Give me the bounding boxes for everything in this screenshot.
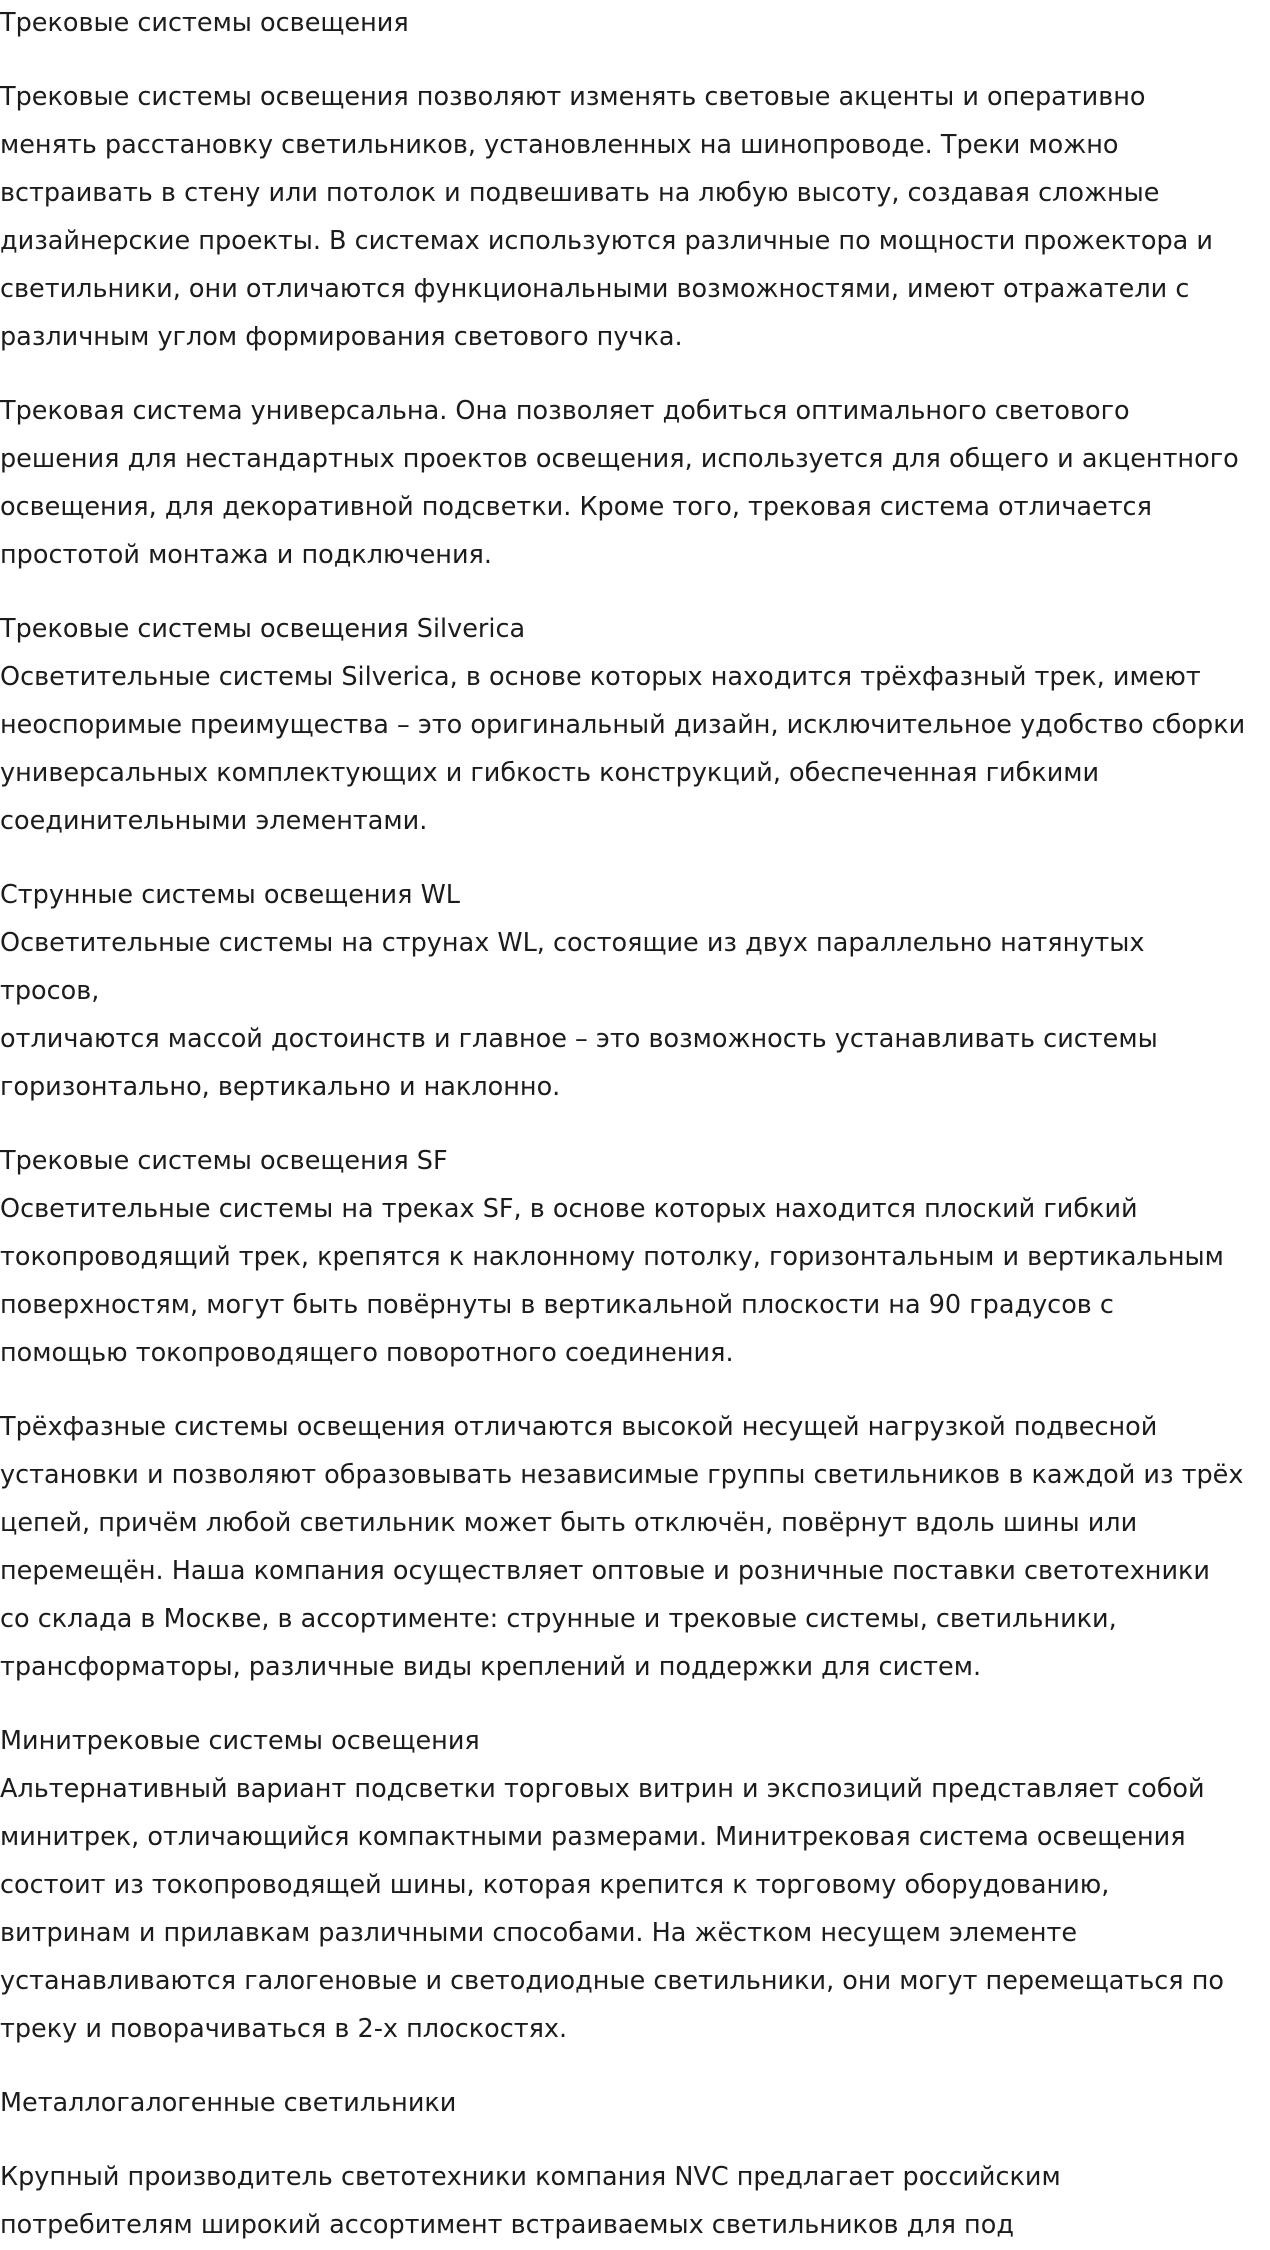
page-title xyxy=(0,0,1270,47)
section-heading: Трековые системы освещения SF xyxy=(0,1146,448,1176)
text-line: Осветительные системы на треках SF, в основе которых находится плоский гибкий xyxy=(0,1194,1138,1224)
paragraph-intro xyxy=(0,73,1270,361)
section-silverica xyxy=(0,605,1270,845)
text-line: минитрек, отличающийся компактными размерами. Минитрековая система освещения xyxy=(0,1822,1186,1852)
paragraph-universal xyxy=(0,387,1270,579)
text-line: неоспоримые преимущества – это оригинальный дизайн, исключительное удобство сборки xyxy=(0,710,1246,740)
text-line: состоит из токопроводящей шины, которая крепится к торговому оборудованию, xyxy=(0,1870,1110,1900)
text-line: менять расстановку светильников, установленных на шинопроводе. Треки можно xyxy=(0,130,1119,160)
section-heading: Струнные системы освещения WL xyxy=(0,880,460,910)
text-line: Осветительные системы на струнах WL, состоящие из двух параллельно натянутых xyxy=(0,928,1145,958)
text-line: Трековая система универсальна. Она позволяет добиться оптимального светового xyxy=(0,396,1130,426)
section-heading-metal-halide xyxy=(0,2079,1270,2127)
text-line: встраивать в стену или потолок и подвешивать на любую высоту, создавая сложные xyxy=(0,178,1160,208)
text-line: перемещён. Наша компания осуществляет оптовые и розничные поставки светотехники xyxy=(0,1556,1211,1586)
text-line: отличаются массой достоинств и главное – это возможность устанавливать системы xyxy=(0,1024,1158,1054)
paragraph-three-phase xyxy=(0,1403,1270,1691)
text-line: тросов, xyxy=(0,976,100,1006)
text-line: решения для нестандартных проектов освещения, используется для общего и акцентного xyxy=(0,444,1239,474)
section-sf xyxy=(0,1137,1270,1377)
text-line: устанавливаются галогеновые и светодиодные светильники, они могут перемещаться по xyxy=(0,1966,1224,1996)
section-heading: Минитрековые системы освещения xyxy=(0,1726,480,1756)
paragraph-nvc xyxy=(0,2153,1270,2249)
text-line: светильники, они отличаются функциональными возможностями, имеют отражатели с xyxy=(0,274,1190,304)
text-line: трансформаторы, различные виды креплений и поддержки для систем. xyxy=(0,1652,982,1682)
section-heading: Металлогалогенные светильники xyxy=(0,2088,457,2118)
text-line: витринам и прилавкам различными способами. На жёстком несущем элементе xyxy=(0,1918,1078,1948)
text-line: поверхностям, могут быть повёрнуты в вертикальной плоскости на 90 градусов с xyxy=(0,1290,1114,1320)
text-line: освещения, для декоративной подсветки. Кроме того, трековая система отличается xyxy=(0,492,1152,522)
text-line: различным углом формирования светового пучка. xyxy=(0,322,683,352)
text-line: горизонтально, вертикально и наклонно. xyxy=(0,1072,561,1102)
text-line: универсальных комплектующих и гибкость конструкций, обеспеченная гибкими xyxy=(0,758,1100,788)
section-heading: Трековые системы освещения Silverica xyxy=(0,614,526,644)
text-line: Крупный производитель светотехники компания NVC предлагает российским xyxy=(0,2162,1061,2192)
section-minitrack xyxy=(0,1717,1270,2053)
text-line: установки и позволяют образовывать независимые группы светильников в каждой из трёх xyxy=(0,1460,1244,1490)
text-line: токопроводящий трек, крепятся к наклонному потолку, горизонтальным и вертикальным xyxy=(0,1242,1224,1272)
section-wl xyxy=(0,871,1270,1111)
text-line: Осветительные системы Silverica, в основе которых находится трёхфазный трек, имеют xyxy=(0,662,1201,692)
text-line: треку и поворачиваться в 2-х плоскостях. xyxy=(0,2014,568,2044)
text-line: Трёхфазные системы освещения отличаются высокой несущей нагрузкой подвесной xyxy=(0,1412,1158,1442)
text-line: Трековые системы освещения позволяют изменять световые акценты и оперативно xyxy=(0,82,1146,112)
text-line: Трековые системы освещения xyxy=(0,8,409,38)
text-line: со склада в Москве, в ассортименте: струнные и трековые системы, светильники, xyxy=(0,1604,1117,1634)
text-line: Альтернативный вариант подсветки торговых витрин и экспозиций представляет собой xyxy=(0,1774,1205,1804)
text-line: простотой монтажа и подключения. xyxy=(0,540,492,570)
text-line: дизайнерские проекты. В системах используются различные по мощности прожектора и xyxy=(0,226,1213,256)
text-line: цепей, причём любой светильник может быть отключён, повёрнут вдоль шины или xyxy=(0,1508,1138,1538)
text-line: помощью токопроводящего поворотного соединения. xyxy=(0,1338,734,1368)
text-line: соединительными элементами. xyxy=(0,806,428,836)
text-line: потребителям широкий ассортимент встраиваемых светильников для под xyxy=(0,2210,1014,2240)
